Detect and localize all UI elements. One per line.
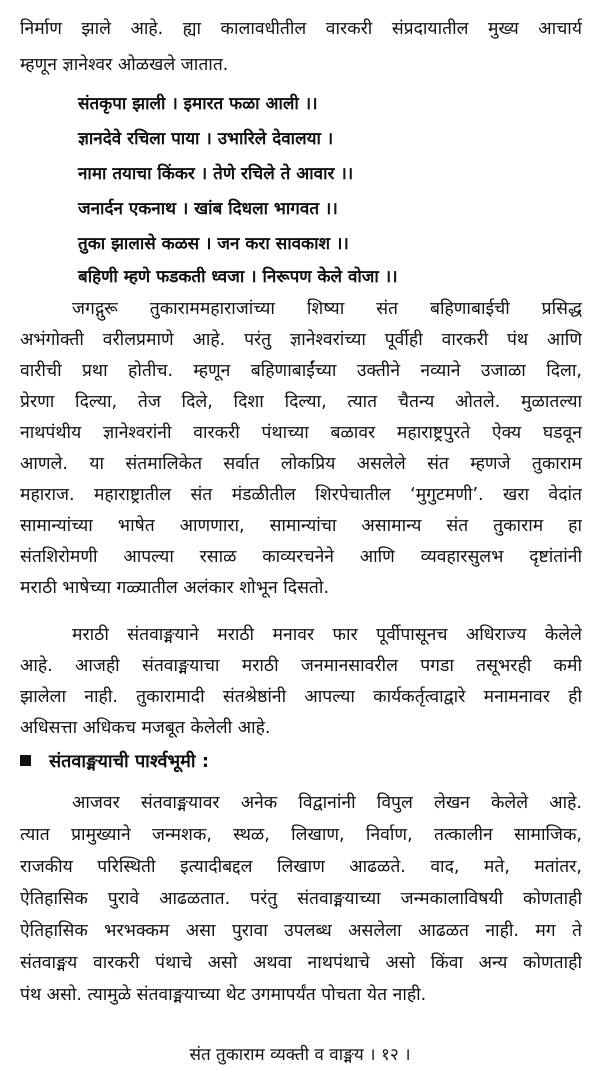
- page-footer: संत तुकाराम व्यक्ती व वाङ्मय । १२ ।: [189, 1045, 411, 1065]
- paragraph-line: प्रेरणा दिल्या, तेज दिले, दिशा दिल्या, त्यात चैतन्य ओतले. मुळातल्या: [20, 392, 582, 412]
- paragraph-line: राजकीय परिस्थिती इत्यादीबद्दल लिखाण आढळते. वाद, मते, मतांतर,: [20, 857, 582, 877]
- section-heading-text: संतवाङ्मयाची पार्श्वभूमी :: [49, 751, 210, 772]
- paragraph-line: ऐतिहासिक पुरावे आढळतात. परंतु संतवाङ्मयाच्या जन्मकालाविषयी कोणताही: [20, 889, 582, 909]
- paragraph-line: जगद्गुरू तुकाराममहाराजांच्या शिष्या संत बहिणाबाईची प्रसिद्ध: [72, 299, 582, 319]
- paragraph-line: वारीची प्रथा होतीच. म्हणून बहिणाबाईंच्या उक्तीने नव्याने उजाळा दिला,: [20, 361, 582, 381]
- paragraph-line: सामान्यांच्या भाषेत आणणारा, सामान्यांचा असामान्य संत तुकाराम हा: [20, 516, 582, 536]
- section-heading: [20, 747, 209, 777]
- verse-line: नामा तयाचा किंकर । तेणे रचिले ते आवार ।।: [78, 164, 354, 184]
- paragraph-line: अभंगोक्ती वरीलप्रमाणे आहे. परंतु ज्ञानेश्वरांच्या पूर्वीही वारकरी पंथ आणि: [20, 330, 582, 350]
- paragraph-line: झालेला नाही. तुकारामादी संतश्रेष्ठांनी आपल्या कार्यकर्तृत्वाद्वारे मनामनावर ही: [20, 687, 582, 707]
- paragraph-line: आहे. आजही संतवाङ्मयाचा मराठी जनमानसावरील पगडा तसूभरही कमी: [20, 656, 582, 676]
- paragraph-line: आजवर संतवाङ्मयावर अनेक विद्वानांनी विपुल लेखन केलेले आहे.: [72, 793, 582, 813]
- paragraph-line: नाथपंथीय ज्ञानेश्वरांनी वारकरी पंथाच्या बळावर महाराष्ट्रपुरते ऐक्य घडवून: [20, 423, 582, 443]
- paragraph-line: मराठी भाषेच्या गळ्यातील अलंकार शोभून दिसतो.: [20, 578, 330, 598]
- square-bullet-icon: [20, 755, 31, 766]
- paragraph-line: मराठी संतवाङ्मयाने मराठी मनावर फार पूर्वीपासूनच अधिराज्य केलेले: [72, 625, 582, 645]
- verse-line: ज्ञानदेवे रचिला पाया । उभारिले देवालया ।: [78, 129, 334, 149]
- paragraph-line: त्यात प्रामुख्याने जन्मशक, स्थळ, लिखाण, निर्वाण, तत्कालीन सामाजिक,: [20, 825, 582, 845]
- paragraph-line: अधिसत्ता अधिकच मजबूत केलेली आहे.: [20, 718, 271, 738]
- verse-line: तुका झालासे कळस । जन करा सावकाश ।।: [78, 234, 349, 254]
- paragraph-line: संतशिरोमणी आपल्या रसाळ काव्यरचनेने आणि व्यवहारसुलभ दृष्टांतांनी: [20, 547, 582, 567]
- verse-line: जनार्दन एकनाथ । खांब दिधला भागवत ।।: [78, 199, 338, 219]
- intro-line: म्हणून ज्ञानेश्वर ओळखले जातात.: [20, 55, 229, 75]
- paragraph-line: आणले. या संतमालिकेत सर्वात लोकप्रिय असलेले संत म्हणजे तुकाराम: [20, 454, 582, 474]
- paragraph-line: पंथ असो. त्यामुळे संतवाङ्मयाच्या थेट उगमापर्यंत पोचता येत नाही.: [20, 985, 427, 1005]
- paragraph-line: ऐतिहासिक भरभक्कम असा पुरावा उपलब्ध असलेला आढळत नाही. मग ते: [20, 921, 582, 941]
- verse-line: संतकृपा झाली । इमारत फळा आली ।।: [78, 94, 318, 114]
- verse-line: बहिणी म्हणे फडकती ध्वजा । निरूपण केले वोजा ।।: [78, 267, 398, 287]
- intro-line: निर्माण झाले आहे. ह्या कालावधीतील वारकरी संप्रदायातील मुख्य आचार्य: [20, 19, 582, 39]
- paragraph-line: संतवाङ्मय वारकरी पंथाचे असो अथवा नाथपंथाचे असो किंवा अन्य कोणताही: [20, 953, 582, 973]
- paragraph-line: महाराज. महाराष्ट्रातील संत मंडळीतील शिरपेचातील ‘मुगुटमणी’. खरा वेदांत: [20, 485, 582, 505]
